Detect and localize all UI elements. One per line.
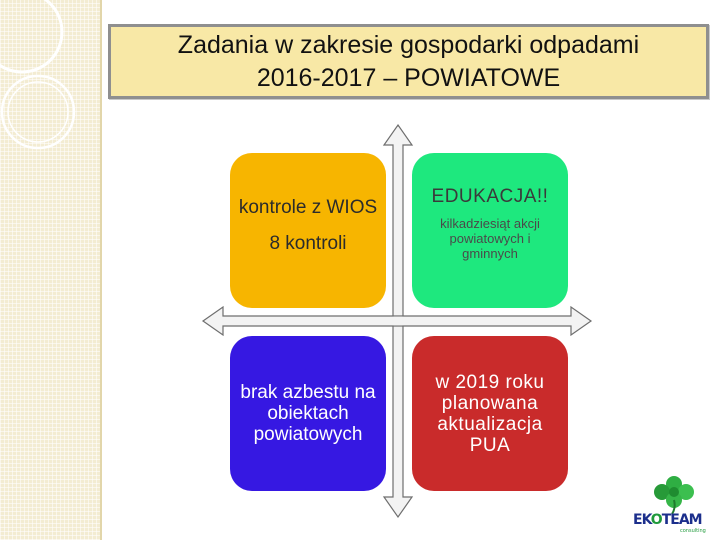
quadrant-inspections-title: kontrole z WIOS bbox=[238, 196, 378, 218]
quadrant-asbestos-title: brak azbestu na obiektach powiatowych bbox=[240, 382, 376, 445]
ekoteam-logo bbox=[628, 470, 720, 540]
logo-subtext: consulting bbox=[680, 528, 706, 534]
arrow-center bbox=[394, 317, 403, 326]
title-line-2: 2016-2017 – POWIATOWE bbox=[256, 63, 561, 92]
clover-icon bbox=[628, 470, 720, 516]
logo-wordmark: EKOTEAM bbox=[633, 512, 702, 528]
quadrant-education-subtitle: kilkadziesiąt akcji powiatowych i gminnych bbox=[440, 216, 540, 261]
quadrant-pua-update bbox=[412, 336, 568, 491]
quadrant-education-title: EDUKACJA!! bbox=[431, 186, 549, 207]
quadrant-inspections bbox=[230, 153, 386, 308]
quadrant-inspections-subtitle: 8 kontroli bbox=[269, 232, 347, 254]
quadrant-education bbox=[412, 153, 568, 308]
quadrant-pua-update-title: w 2019 roku planowana aktualizacja PUA bbox=[435, 371, 545, 456]
title-line-1: Zadania w zakresie gospodarki odpadami bbox=[177, 30, 640, 59]
quadrant-asbestos bbox=[230, 336, 386, 491]
